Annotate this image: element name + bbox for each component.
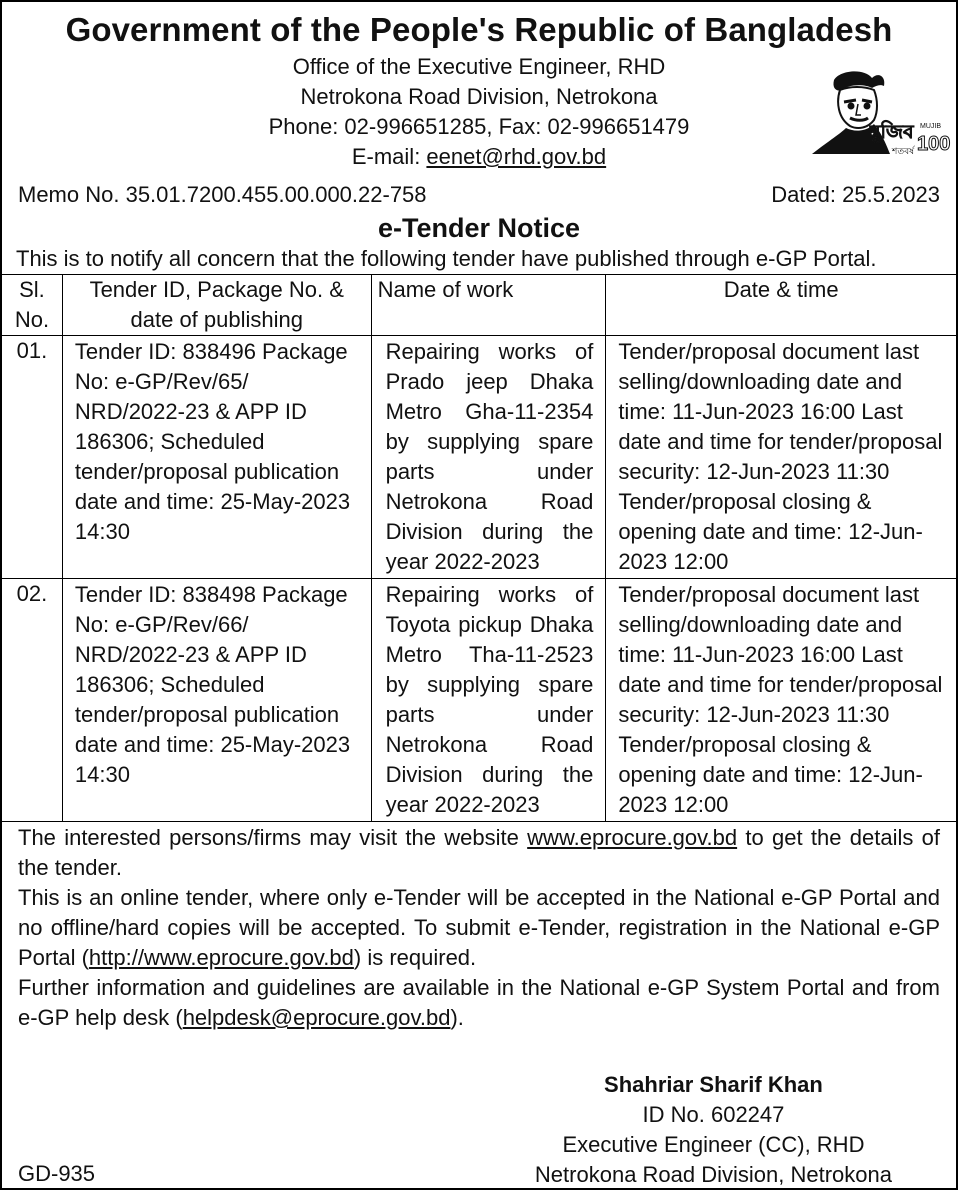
signatory-office: Netrokona Road Division, Netrokona (534, 1162, 892, 1187)
footer-text-segment: ). (450, 1005, 464, 1030)
footer-text-segment: This is an online tender, where only e-Tender will be accepted in the National e-GP Portal and no offline/hard copies will be accepted. To submit e-Tender, registration in the National e-GP Portal ( (18, 885, 940, 970)
government-title: Government of the People's Republic of Bangladesh (65, 11, 893, 48)
logo-100: 100 (917, 133, 951, 155)
header-sl: Sl. No. (2, 275, 62, 336)
email-label: E-mail: (351, 144, 427, 169)
notice-intro: This is to notify all concern that the following tender have published through e-GP Portal. (16, 246, 877, 271)
table-header-row (2, 275, 956, 336)
eprocure-url-link[interactable]: http://www.eprocure.gov.bd (88, 945, 354, 970)
row-date: Tender/proposal document last selling/downloading date and time: 11-Jun-2023 16:00 Last date and time for tender/proposal security: 12-Jun-2023 11:30 Tender/proposal closing & opening date and time: 12-Jun-2023 12:00 (606, 336, 956, 579)
logo-mujib-mark: MUJIB (920, 123, 941, 130)
footer-paragraph-online (18, 883, 940, 973)
signatory-designation: Executive Engineer (CC), RHD (562, 1132, 865, 1157)
email-link[interactable]: eenet@rhd.gov.bd (426, 144, 607, 169)
helpdesk-email-link[interactable]: helpdesk@eprocure.gov.bd (182, 1005, 451, 1030)
logo-bangla-text: মুজিব (870, 121, 914, 143)
signatory-name: Shahriar Sharif Khan (604, 1072, 823, 1097)
footer-text-segment: ) is required. (353, 945, 477, 970)
table-row (2, 336, 956, 579)
footer-text (2, 823, 956, 1033)
row-date: Tender/proposal document last selling/downloading date and time: 11-Jun-2023 16:00 Last date and time for tender/proposal security: 12-Jun-2023 11:30 Tender/proposal closing & opening date and time: 12-Jun-2023 12:00 (606, 579, 956, 822)
row-tender: Tender ID: 838498 Package No: e-GP/Rev/66/ NRD/2022-23 & APP ID 186306; Scheduled tender/proposal publication date and time: 25-May-2023 14:30 (62, 579, 371, 822)
footer-paragraph-website (18, 823, 940, 883)
logo-bangla-sub: শতবর্ষ (892, 147, 915, 157)
memo-number: Memo No. 35.01.7200.455.00.000.22-758 (18, 182, 427, 207)
table-row (2, 579, 956, 822)
header-tender: Tender ID, Package No. & date of publishing (62, 275, 371, 336)
row-tender: Tender ID: 838496 Package No: e-GP/Rev/65/ NRD/2022-23 & APP ID 186306; Scheduled tender/proposal publication date and time: 25-May-2023 14:30 (62, 336, 371, 579)
office-phone-fax: Phone: 02-996651285, Fax: 02-996651479 (268, 114, 690, 139)
footer-text-segment: The interested persons/firms may visit the website (18, 825, 528, 850)
row-work: Repairing works of Prado jeep Dhaka Metro Gha-11-2354 by supplying spare parts under Netrokona Road Division during the year 2022-2023 (371, 336, 606, 579)
row-sl: 02. (2, 579, 62, 822)
footer-paragraph-helpdesk (18, 973, 940, 1033)
office-division: Netrokona Road Division, Netrokona (300, 84, 658, 109)
header-date: Date & time (606, 275, 956, 336)
header-work: Name of work (371, 275, 606, 336)
gd-reference: GD-935 (18, 1161, 96, 1186)
footer-text-segment: Further information and guidelines are available in the National e-GP System Portal and from e-GP help desk ( (18, 975, 940, 1030)
tender-table (2, 274, 956, 822)
eprocure-link[interactable]: www.eprocure.gov.bd (527, 825, 738, 850)
memo-line (2, 180, 956, 210)
signature-block (535, 1070, 892, 1190)
footer-text-segment: to get the details of the tender. (18, 825, 940, 880)
notice-title: e-Tender Notice (377, 213, 581, 243)
signatory-id: ID No. 602247 (642, 1102, 785, 1127)
office-name: Office of the Executive Engineer, RHD (292, 54, 666, 79)
mujib-100-logo (806, 68, 951, 160)
row-work: Repairing works of Toyota pickup Dhaka Metro Tha-11-2523 by supplying spare parts under Netrokona Road Division during the year 2022-2023 (371, 579, 606, 822)
row-sl: 01. (2, 336, 62, 579)
memo-date: Dated: 25.5.2023 (771, 182, 940, 207)
